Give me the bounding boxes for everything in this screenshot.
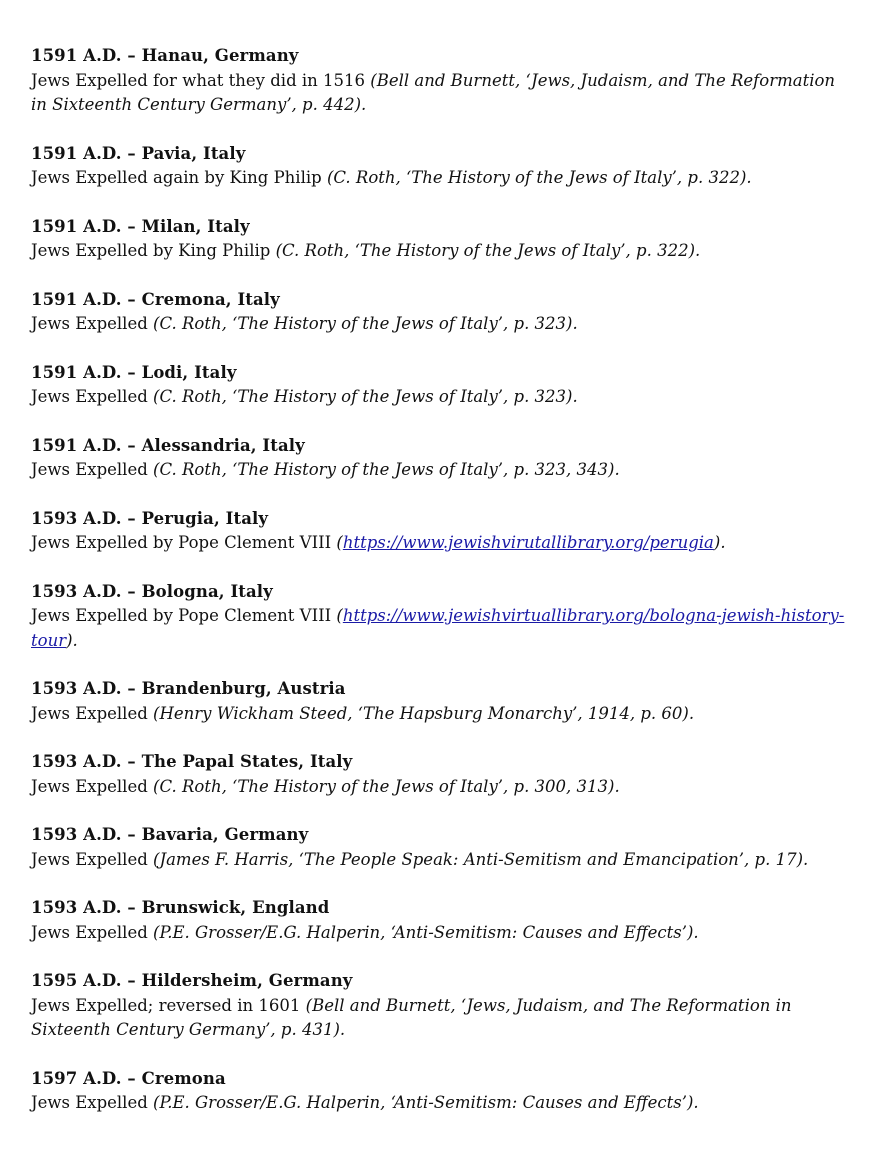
entry-body (31, 166, 849, 191)
entry-heading: 1591 A.D. – Lodi, Italy (31, 362, 237, 382)
entry-body (31, 458, 849, 483)
entry-citation: (C. Roth, ‘The History of the Jews of Italy’, p. 323). (153, 314, 578, 333)
entry-text: Jews Expelled (31, 922, 154, 942)
entry-body (31, 531, 849, 556)
entry-text: Jews Expelled (31, 1093, 154, 1112)
entry-heading: 1593 A.D. – Bavaria, Germany (31, 825, 309, 844)
entry (31, 507, 849, 556)
entry-citation: (C. Roth, ‘The History of the Jews of Italy’, p. 322). (326, 168, 752, 187)
entry-heading: 1593 A.D. – Bologna, Italy (31, 581, 273, 601)
entry-heading: 1591 A.D. – Hanau, Germany (31, 46, 299, 65)
entry (31, 823, 849, 872)
entry-text: Jews Expelled (31, 387, 154, 406)
entry (31, 1067, 849, 1116)
entry (31, 288, 849, 337)
entry-citation-tail: ). (66, 630, 78, 650)
entry-body (31, 239, 849, 264)
entry (31, 434, 849, 483)
entry-body (31, 775, 849, 800)
entry-citation: (P.E. Grosser/E.G. Halperin, ‘Anti-Semitism: Causes and Effects’). (153, 1093, 699, 1112)
entry-heading: 1595 A.D. – Hildersheim, Germany (31, 971, 353, 990)
entry-citation: (C. Roth, ‘The History of the Jews of Italy’, p. 323, 343). (153, 460, 620, 479)
entry-body (31, 702, 849, 727)
entry-body (31, 994, 849, 1043)
entry-text: Jews Expelled; reversed in 1601 (31, 995, 306, 1015)
entry-body (31, 848, 849, 873)
entry-text: Jews Expelled (31, 703, 154, 723)
entry-text: Jews Expelled (31, 849, 154, 869)
entry-citation: (Bell and Burnett, ‘Jews, Judaism, and The Reformation in Sixteenth Century Germany’, p. 431). (31, 995, 792, 1039)
entry-text: Jews Expelled (31, 460, 154, 479)
citation-link[interactable]: https://www.jewishvirtuallibrary.org/bologna-jewish-history-tour (31, 606, 845, 650)
entry-citation: ( (336, 533, 343, 552)
entry-citation: (C. Roth, ‘The History of the Jews of Italy’, p. 300, 313). (153, 776, 620, 796)
entry (31, 44, 849, 118)
entry-heading: 1593 A.D. – Perugia, Italy (31, 508, 269, 528)
entry-text: Jews Expelled (31, 776, 154, 796)
entry-text: Jews Expelled by Pope Clement VIII (31, 606, 337, 625)
entry-heading: 1591 A.D. – Pavia, Italy (31, 143, 246, 163)
entry-heading: 1593 A.D. – Brunswick, England (31, 898, 330, 917)
entry-body (31, 69, 849, 118)
entry-text: Jews Expelled by King Philip (31, 241, 276, 260)
document-page (31, 44, 849, 1140)
entry-heading: 1597 A.D. – Cremona (31, 1068, 226, 1088)
entry-text: Jews Expelled (31, 314, 154, 333)
entry-body (31, 604, 849, 653)
entry (31, 215, 849, 264)
entry-citation: (P.E. Grosser/E.G. Halperin, ‘Anti-Semitism: Causes and Effects’). (153, 922, 699, 942)
entry-body (31, 1091, 849, 1116)
entry (31, 969, 849, 1043)
entry-heading: 1591 A.D. – Cremona, Italy (31, 289, 280, 309)
entry-text: Jews Expelled for what they did in 1516 (31, 70, 371, 90)
entry-body (31, 312, 849, 337)
entry-citation: (Bell and Burnett, ‘Jews, Judaism, and The Reformation in Sixteenth Century Germany’, p. 442). (31, 70, 836, 114)
entry-citation-tail: ). (713, 533, 726, 552)
citation-link[interactable]: https://www.jewishvirutallibrary.org/perugia (342, 533, 714, 552)
entry (31, 750, 849, 799)
entry-citation: (C. Roth, ‘The History of the Jews of Italy’, p. 323). (153, 387, 578, 406)
entry-body (31, 921, 849, 946)
entry (31, 580, 849, 654)
entry-citation: (James F. Harris, ‘The People Speak: Anti-Semitism and Emancipation’, p. 17). (153, 849, 809, 869)
entry-heading: 1591 A.D. – Alessandria, Italy (31, 435, 305, 455)
entry (31, 142, 849, 191)
entry (31, 677, 849, 726)
entry-citation: (Henry Wickham Steed, ‘The Hapsburg Monarchy’, 1914, p. 60). (153, 703, 695, 723)
entry-citation: (C. Roth, ‘The History of the Jews of Italy’, p. 322). (275, 241, 701, 260)
entry-citation: ( (336, 606, 343, 625)
entry-body (31, 385, 849, 410)
entry-heading: 1591 A.D. – Milan, Italy (31, 216, 250, 236)
entry-heading: 1593 A.D. – The Papal States, Italy (31, 752, 353, 771)
entry (31, 361, 849, 410)
entry (31, 896, 849, 945)
entry-text: Jews Expelled again by King Philip (31, 168, 327, 187)
entry-heading: 1593 A.D. – Brandenburg, Austria (31, 679, 346, 698)
entry-text: Jews Expelled by Pope Clement VIII (31, 533, 337, 552)
